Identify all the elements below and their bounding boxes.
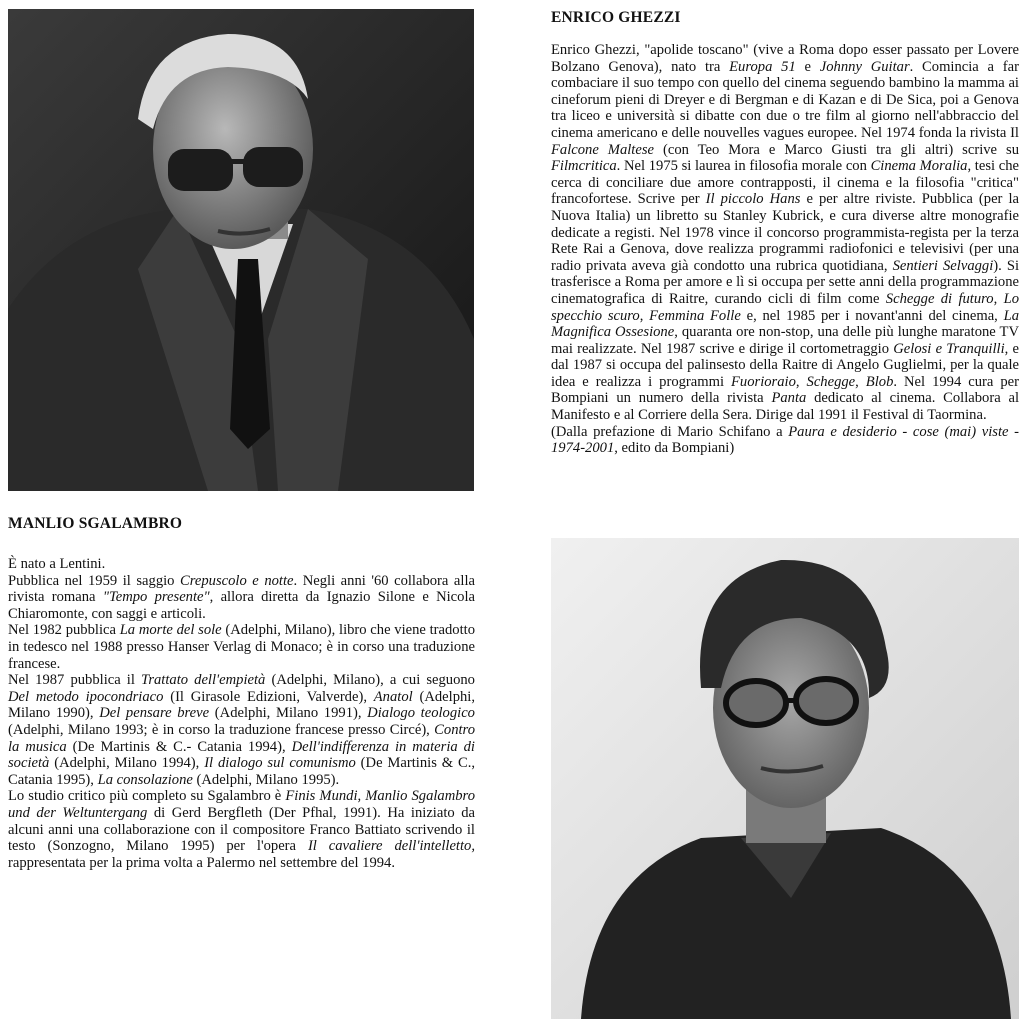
italic-title: La consolazione <box>97 771 193 788</box>
text-run: (Adelphi, Milano), a cui seguono <box>265 672 475 689</box>
bio-paragraph <box>8 556 475 573</box>
person-name-ghezzi: ENRICO GHEZZI <box>551 9 681 26</box>
text-run: , edito da Bompiani) <box>614 440 735 457</box>
bio-paragraph <box>8 788 475 871</box>
italic-title: Trattato dell'empietà <box>141 672 266 689</box>
text-run: , tesi che cerca di conciliare due amore contrapposti, il cinema e la filosofia "critica" francofortese. Scrive per <box>551 158 1019 208</box>
italic-title: Fuorioraio <box>731 373 796 390</box>
portrait-older-man-icon <box>8 9 474 491</box>
text-run: (Il Girasole Edizioni, Valverde), <box>163 688 374 705</box>
italic-title: Il dialogo sul comunismo <box>204 755 356 772</box>
italic-title: Dell'indifferenza in materia di società <box>8 738 475 772</box>
italic-title: Finis Mundi, Manlio Sgalambro und der Weltuntergang <box>8 788 475 821</box>
text-run: , <box>795 373 807 390</box>
italic-title: Del metodo ipocondriaco <box>8 688 164 705</box>
italic-title: Schegge <box>806 373 856 390</box>
text-run: (Adelphi, Milano 1993; è in corso la traduzione francese presso Circé), <box>8 721 435 738</box>
text-run: (con Teo Mora e Marco Giusti tra gli altri) scrive su <box>654 141 1019 158</box>
text-run: , e dal 1987 si occupa del palinsesto della Raitre di Angelo Guglielmi, per la quale idea e realizza i programmi <box>551 340 1019 390</box>
portrait-photo-ghezzi <box>551 538 1019 1019</box>
text-run: Nel 1987 pubblica il <box>8 672 142 689</box>
text-run: Lo studio critico più completo su Sgalambro è <box>8 788 286 805</box>
text-run: È nato a Lentini. <box>8 556 106 572</box>
text-run: (Adelphi, Milano), libro che viene tradotto in tedesco nel 1988 presso Hanser Verlag di Monaco; è in corso una traduzione francese. <box>8 622 475 672</box>
text-run: dedicato al cinema. Collabora al Manifesto e al Corriere della Sera. Dirige dal 1991 il Festival di Taormina. <box>551 390 1019 424</box>
biography-ghezzi <box>551 42 1019 457</box>
text-run: , <box>639 307 650 324</box>
bio-paragraph <box>551 424 1019 457</box>
bio-paragraph <box>8 622 475 672</box>
italic-title: Il piccolo Hans <box>705 191 801 208</box>
bio-paragraph <box>8 672 475 788</box>
bio-paragraph <box>8 573 475 623</box>
text-run: (De Martinis & C., Catania 1995), <box>8 755 475 788</box>
text-run: e <box>795 58 820 75</box>
italic-title: La morte del sole <box>119 622 222 639</box>
portrait-photo-sgalambro <box>8 9 474 491</box>
text-run: , quaranta ore non-stop, una delle più lunghe maratone TV mai realizzate. Nel 1987 scrive e dirige il cortometraggio <box>551 324 1019 357</box>
text-run: Pubblica nel 1959 il saggio <box>8 572 181 589</box>
bio-paragraph <box>551 42 1019 424</box>
text-run: . Nel 1994 cura per Bompiani un numero della rivista <box>551 373 1019 407</box>
italic-title: Paura e desiderio - cose (mai) viste - 1974-2001 <box>551 423 1019 457</box>
text-run: e per altre riviste. Pubblica (per la Nuova Italia) un libretto su Stanley Kubrick, e cura diverse altre monografie dedicate a registi. Nel 1978 vince il concorso programmista-regista per la terza Rete Rai a Genova, dove realizza programmi radiofonici e televisivi (per una radio privata aveva già condotto una rubrica quotidiana, <box>551 191 1019 274</box>
italic-title: Europa 51 <box>729 58 796 75</box>
italic-title: Dialogo teologico <box>367 705 475 722</box>
italic-title: La Magnifica Ossesione <box>551 307 1020 341</box>
person-name-sgalambro: MANLIO SGALAMBRO <box>8 515 183 532</box>
text-run: e, nel 1985 per i novant'anni del cinema, <box>740 307 1004 324</box>
text-run: di Gerd Bergfleth (Der Pfhal, 1991). Ha iniziato da alcuni anni una collaborazione con il compositore Franco Battiato scrivendo il testo (Sonzogno, Milano 1995) per l'opera <box>8 804 476 855</box>
text-run: (Adelphi, Milano 1990), <box>8 688 475 722</box>
italic-title: Lo specchio scuro <box>551 290 1020 324</box>
italic-title: Anatol <box>373 688 413 705</box>
italic-title: Contro la musica <box>8 721 475 755</box>
italic-title: Filmcritica <box>551 158 617 175</box>
text-run: rappresentata per la prima volta a Palermo nel settembre del 1994. <box>8 854 395 871</box>
italic-title: Falcone Maltese <box>551 141 654 158</box>
italic-title: Del pensare breve <box>99 705 210 722</box>
italic-title: Panta <box>771 390 807 407</box>
text-run: . Negli anni '60 collabora alla rivista romana <box>8 572 475 606</box>
text-run: , allora diretta da Ignazio Silone e Nicola Chiaromonte, con saggi e articoli. <box>8 589 475 622</box>
text-run: Enrico Ghezzi, "apolide toscano" (vive a Roma dopo esser passato per Lovere Bolzano Genova), nato tra <box>551 42 1019 75</box>
text-run: (Adelphi, Milano 1994), <box>49 755 205 772</box>
italic-title: Femmina Folle <box>649 307 741 324</box>
text-run: (De Martinis & C.- Catania 1994), <box>66 738 292 755</box>
text-run: Nel 1982 pubblica <box>8 622 120 639</box>
text-run: (Adelphi, Milano 1995). <box>192 771 340 788</box>
text-run: . Comincia a far combaciare il suo tempo con quello del cinema seguendo bambino la mamma ai cineforum pieni di Dreyer e di Bergman e di Kazan e di De Sica, poi a Genova tra liceo e università si dibatte con due o tre film al giorno nell'abbraccio del cinema americano e delle nouvelles vagues europee. Nel 1974 fonda la rivista Il <box>551 58 1020 141</box>
italic-title: Il cavaliere dell'intelletto, <box>307 838 475 855</box>
italic-title: "Tempo presente" <box>102 589 210 606</box>
portrait-younger-man-icon <box>551 538 1019 1019</box>
text-run: ). Si trasferisce a Roma per amore e lì si occupa per sette anni della programmazione cinematografica di Raitre, curando cicli di film come <box>551 257 1020 307</box>
italic-title: Blob <box>865 373 894 390</box>
italic-title: Sentieri Selvaggi <box>892 257 994 274</box>
biography-sgalambro <box>8 556 475 871</box>
text-run: (Dalla prefazione di Mario Schifano a <box>551 423 789 440</box>
italic-title: Schegge di futuro <box>885 290 994 307</box>
italic-title: Cinema Moralia <box>870 158 968 175</box>
text-run: . Nel 1975 si laurea in filosofia morale con <box>616 158 871 175</box>
text-run: (Adelphi, Milano 1991), <box>209 705 368 722</box>
italic-title: Gelosi e Tranquilli <box>893 340 1005 357</box>
text-run: , <box>855 373 866 390</box>
italic-title: Crepuscolo e notte <box>180 572 294 589</box>
italic-title: Johnny Guitar <box>819 58 910 75</box>
text-run: , <box>993 290 1004 307</box>
